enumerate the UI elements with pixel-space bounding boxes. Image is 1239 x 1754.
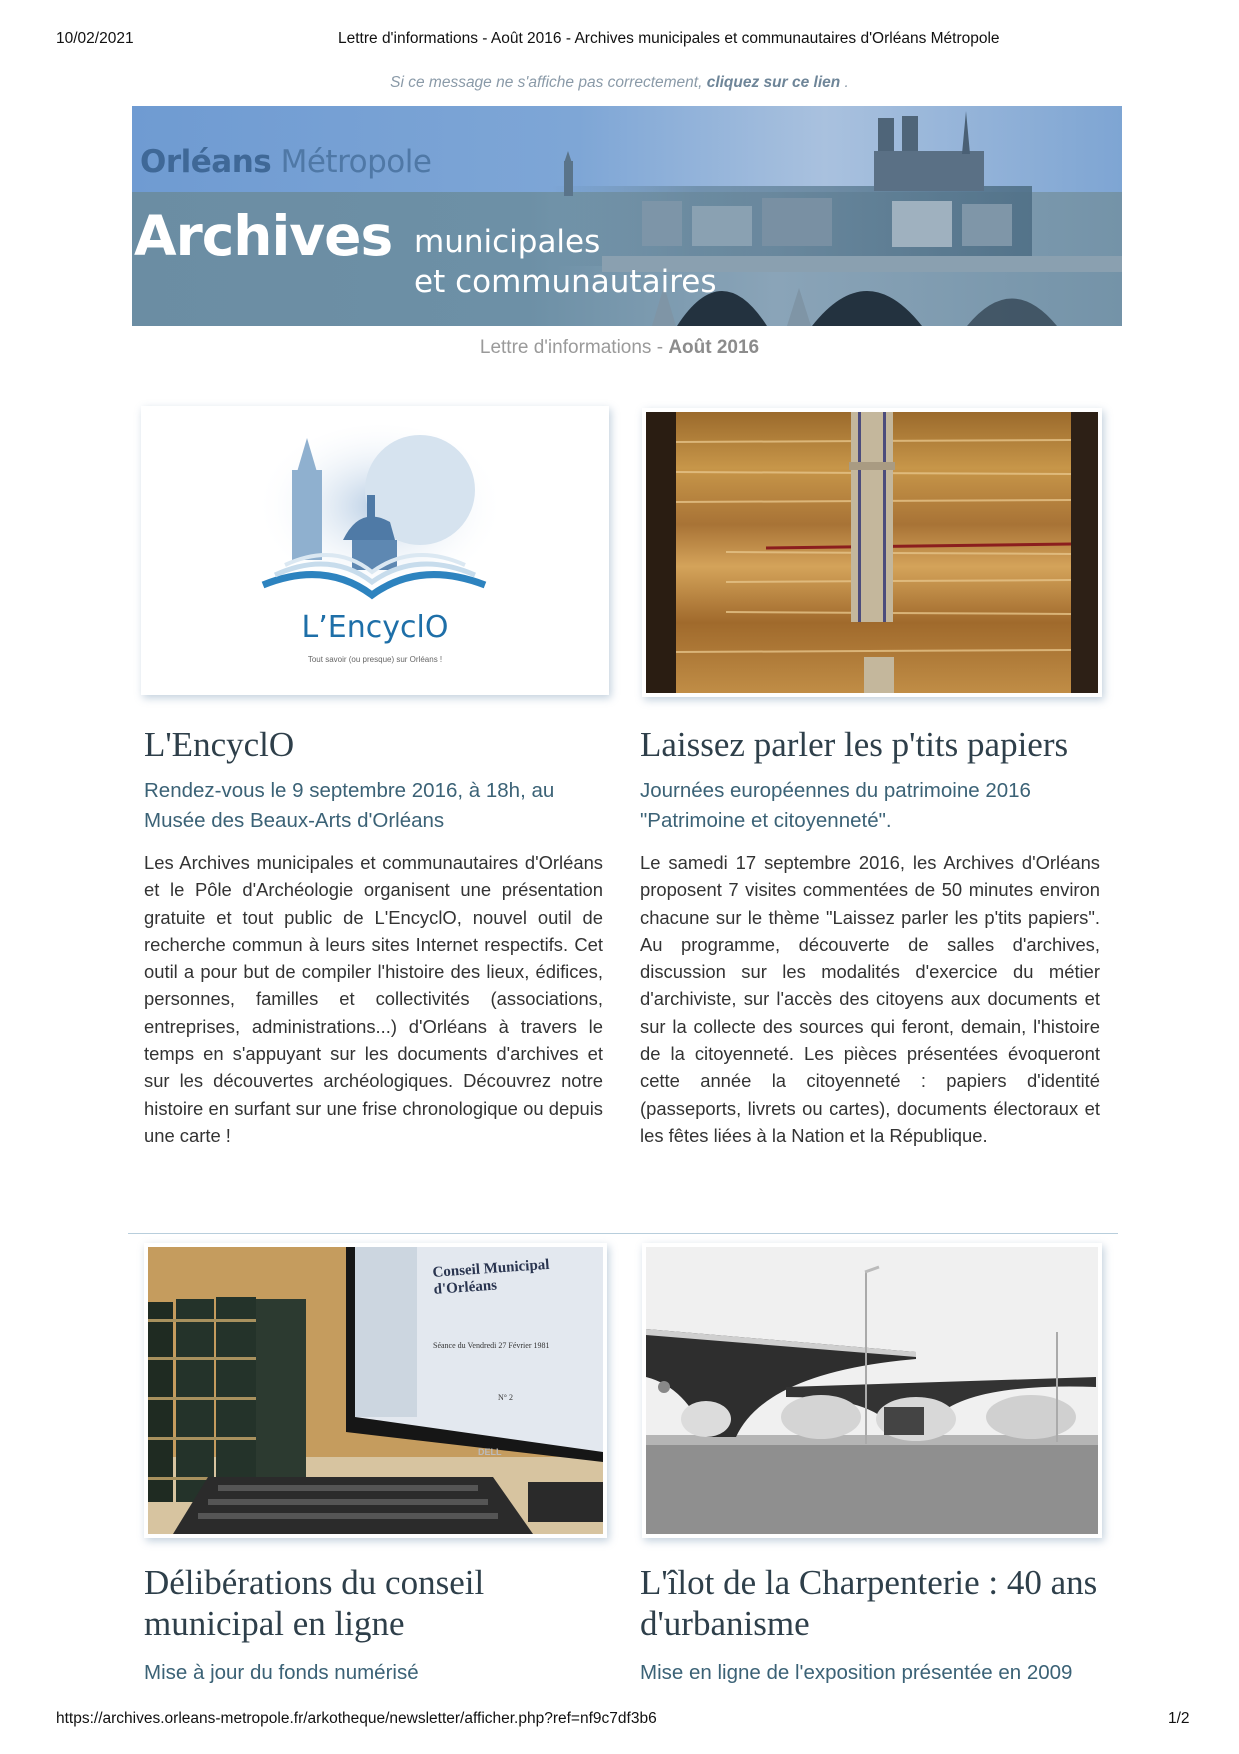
article-subtitle: Rendez-vous le 9 septembre 2016, à 18h, au Musée des Beaux-Arts d'Orléans bbox=[144, 779, 555, 832]
print-date: 10/02/2021 bbox=[56, 30, 134, 47]
article-title[interactable]: Laissez parler les p'tits papiers bbox=[640, 725, 1069, 764]
article-title[interactable]: L'îlot de la Charpenterie : 40 ans d'urbanisme bbox=[640, 1563, 1098, 1643]
charpenterie-image[interactable] bbox=[642, 1243, 1102, 1538]
banner-line-1: municipales bbox=[414, 224, 601, 260]
section-divider bbox=[128, 1233, 1118, 1234]
banner-line-2: et communautaires bbox=[414, 264, 717, 300]
view-online-link[interactable]: cliquez sur ce lien bbox=[706, 74, 841, 91]
paper-stack-photo bbox=[646, 412, 1098, 693]
banner-archives: Archives bbox=[134, 204, 393, 268]
encyclo-image[interactable] bbox=[141, 406, 609, 695]
encyclo-logo-tagline: Tout savoir (ou presque) sur Orléans ! bbox=[307, 655, 443, 664]
newsletter-banner bbox=[132, 106, 1122, 326]
article-title[interactable]: L'EncyclO bbox=[144, 725, 295, 764]
preheader bbox=[0, 74, 1239, 92]
encyclo-logo-wordmark: L’EncyclO bbox=[301, 610, 449, 645]
council-image[interactable] bbox=[144, 1243, 607, 1538]
article-subtitle: Mise à jour du fonds numérisé bbox=[144, 1661, 419, 1684]
monitor-brand: DELL bbox=[478, 1447, 502, 1457]
print-page-number: 1/2 bbox=[1168, 1710, 1190, 1727]
print-url: https://archives.orleans-metropole.fr/arkotheque/newsletter/afficher.php?ref=nf9c7df3b6 bbox=[56, 1710, 657, 1727]
article-body: Le samedi 17 septembre 2016, les Archives d'Orléans proposent 7 visites commentées de 50 minutes environ chacune sur le thème "Laissez parler les p'tits papiers". Au programme, découverte de salles d'archives, discussion sur les modalités d'exercice du métier d'archiviste, sur l'accès des citoyens aux documents et sur la collecte des sources qui feront, demain, l'histoire de la citoyenneté. Les pièces présentées évoqueront cette année la citoyenneté : papiers d'identité (passeports, livrets ou cartes), documents électoraux et les fêtes liées à la Nation et la République. bbox=[640, 852, 1100, 1146]
charpenterie-photo bbox=[646, 1247, 1098, 1534]
encyclo-logo-illustration bbox=[145, 410, 605, 691]
article-subtitle: Journées européennes du patrimoine 2016 "Patrimoine et citoyenneté". bbox=[640, 779, 1031, 832]
article-subtitle: Mise en ligne de l'exposition présentée en 2009 bbox=[640, 1661, 1073, 1684]
screen-line: Séance du Vendredi 27 Février 1981 bbox=[433, 1341, 550, 1350]
article-body: Les Archives municipales et communautaires d'Orléans et le Pôle d'Archéologie organisent une présentation gratuite et tout public de L'EncyclO, nouvel outil de recherche commun à leurs sites Internet respectifs. Cet outil a pour but de compiler l'histoire des lieux, édifices, personnes, familles et collectivités (associations, entreprises, administrations...) d'Orléans à travers le temps en s'appuyant sur les documents d'archives et sur les découvertes archéologiques. Découvrez notre histoire en surfant sur une frise chronologique ou depuis une carte ! bbox=[144, 852, 603, 1146]
issue-date: Août 2016 bbox=[668, 337, 760, 358]
print-title: Lettre d'informations - Août 2016 - Archives municipales et communautaires d'Orléans Métropole bbox=[338, 30, 1000, 47]
papers-image[interactable] bbox=[642, 408, 1102, 697]
preheader-suffix: . bbox=[844, 74, 849, 91]
screen-title: Conseil Municipal d'Orléans bbox=[432, 1256, 550, 1298]
article-title[interactable]: Délibérations du conseil municipal en ligne bbox=[144, 1563, 485, 1643]
preheader-text: Si ce message ne s'affiche pas correctement, bbox=[390, 74, 703, 91]
banner-brand: Orléans Métropole bbox=[140, 144, 432, 180]
issue-label: Lettre d'informations - Août 2016 bbox=[479, 337, 760, 358]
screen-number: N° 2 bbox=[498, 1393, 513, 1402]
